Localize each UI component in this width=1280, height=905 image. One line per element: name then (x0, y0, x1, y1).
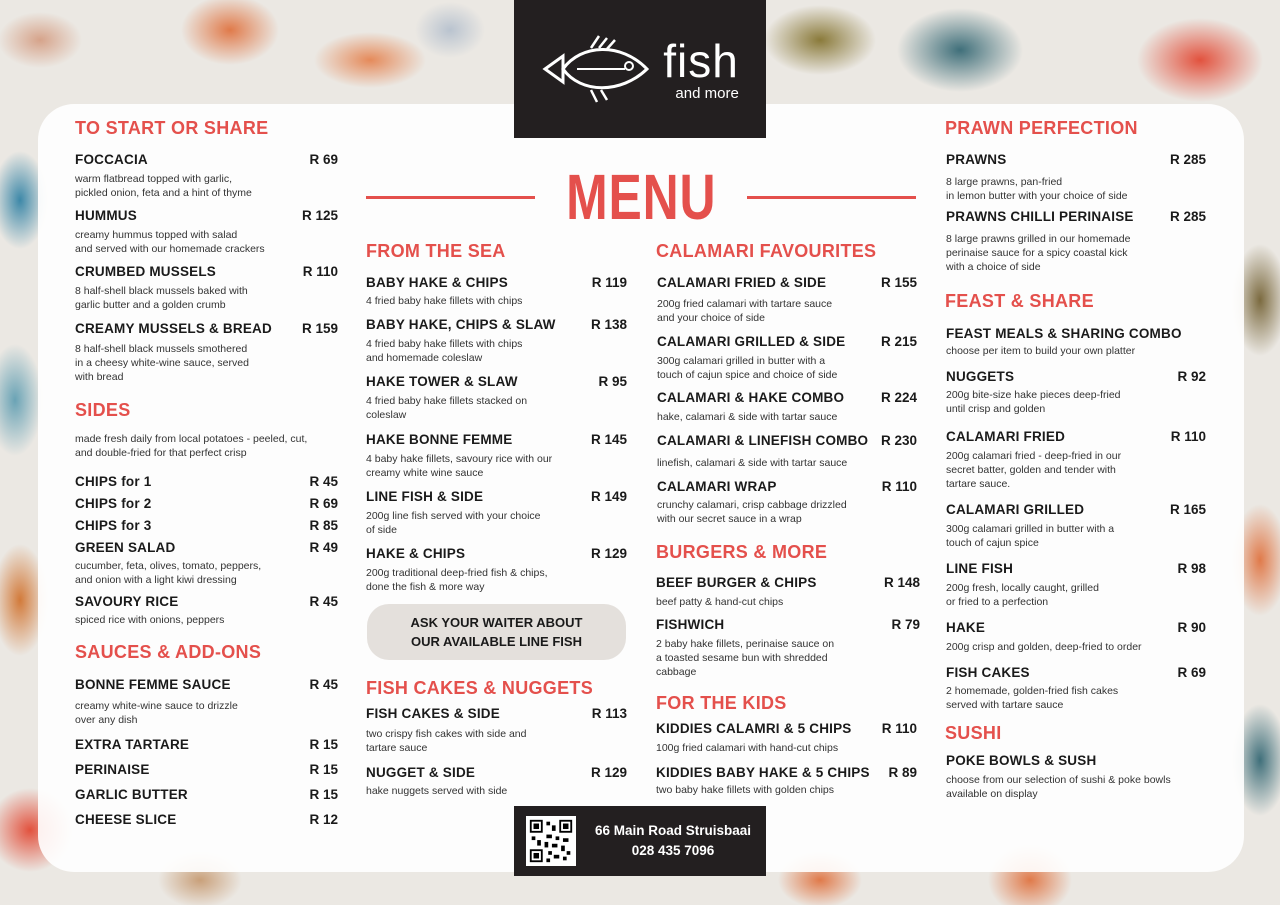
line-fish-notice: ASK YOUR WAITER ABOUT OUR AVAILABLE LINE FISH (367, 604, 626, 660)
item-description: creamy hummus topped with salad and served with our homemade crackers (75, 229, 265, 255)
item-price: R 12 (309, 812, 338, 827)
item-name: PERINAISE (75, 762, 150, 777)
item-price: R 224 (880, 390, 917, 405)
item-price: R 85 (309, 518, 338, 533)
item-description: 300g calamari grilled in butter with a touch of cajun spice (946, 523, 1115, 549)
item-price: R 45 (309, 474, 338, 489)
item-price: R 79 (891, 617, 920, 632)
item-name: CRUMBED MUSSELS (75, 264, 217, 279)
item-price: R 110 (302, 264, 338, 279)
item-description: cucumber, feta, olives, tomato, peppers, and onion with a light kiwi dressing (75, 560, 262, 586)
item-name: BABY HAKE, CHIPS & SLAW (366, 317, 556, 332)
item-description: 200g line fish served with your choice of side (366, 510, 541, 536)
item-price: R 69 (309, 496, 338, 511)
item-description: two baby hake fillets with golden chips (656, 784, 835, 796)
item-description: spiced rice with onions, peppers (75, 614, 225, 626)
item-description: choose from our selection of sushi & poke bowls available on display (946, 774, 1171, 800)
fish-logo-icon (541, 34, 653, 104)
item-name: EXTRA TARTARE (75, 737, 190, 752)
item-name: FISH CAKES (946, 665, 1030, 680)
item-description: 4 fried baby hake fillets stacked on coleslaw (366, 395, 528, 421)
item-name: NUGGET & SIDE (366, 765, 476, 780)
item-price: R 285 (1169, 209, 1206, 224)
item-price: R 98 (1177, 561, 1206, 576)
address-text: 66 Main Road Struisbaai (594, 823, 752, 838)
heading-rule-left (366, 196, 535, 199)
item-price: R 113 (591, 706, 627, 721)
item-description: warm flatbread topped with garlic, pickled onion, feta and a hint of thyme (75, 173, 252, 199)
item-name: CALAMARI & LINEFISH COMBO (657, 433, 869, 448)
item-name: BEEF BURGER & CHIPS (656, 575, 817, 590)
menu-heading (366, 162, 916, 232)
item-name: FISHWICH (656, 617, 725, 632)
item-price: R 129 (590, 765, 627, 780)
item-price: R 215 (880, 334, 917, 349)
item-name: HAKE TOWER & SLAW (366, 374, 518, 389)
item-price: R 119 (591, 275, 627, 290)
qr-code-icon[interactable] (526, 816, 576, 866)
item-description: 200g traditional deep-fried fish & chips, done the fish & more way (366, 567, 548, 593)
item-price: R 15 (309, 737, 338, 752)
item-name: HUMMUS (75, 208, 137, 223)
item-description: hake, calamari & side with tartar sauce (657, 411, 838, 423)
item-price: R 110 (881, 479, 917, 494)
item-price: R 15 (309, 787, 338, 802)
item-name: CREAMY MUSSELS & BREAD (75, 321, 272, 336)
item-price: R 125 (301, 208, 338, 223)
item-description: hake nuggets served with side (366, 785, 508, 797)
item-name: CALAMARI GRILLED (946, 502, 1085, 517)
section-title-start: TO START OR SHARE (75, 118, 269, 138)
item-name: CALAMARI FRIED & SIDE (657, 275, 827, 290)
menu-title: MENU (565, 161, 717, 233)
item-name: LINE FISH (946, 561, 1014, 576)
item-price: R 138 (590, 317, 627, 332)
item-description: two crispy fish cakes with side and tartare sauce (366, 728, 527, 754)
section-title-sushi: SUSHI (945, 723, 1002, 743)
item-price: R 165 (1169, 502, 1206, 517)
item-name: HAKE BONNE FEMME (366, 432, 513, 447)
item-description: 2 homemade, golden-fried fish cakes served with tartare sauce (946, 685, 1119, 711)
item-description: 200g bite-size hake pieces deep-fried until crisp and golden (946, 389, 1121, 415)
item-description: linefish, calamari & side with tartar sauce (657, 457, 848, 469)
section-title-calamari: CALAMARI FAVOURITES (656, 241, 877, 261)
section-title-sea: FROM THE SEA (366, 241, 506, 261)
item-price: R 155 (880, 275, 917, 290)
item-name: SAVOURY RICE (75, 594, 179, 609)
section-title-burgers: BURGERS & MORE (656, 542, 828, 562)
item-name: FEAST MEALS & SHARING COMBO (946, 326, 1182, 341)
item-description: 8 half-shell black mussels smothered in a cheesy white-wine sauce, served with bread (75, 343, 249, 383)
item-name: CALAMARI GRILLED & SIDE (657, 334, 846, 349)
contact-footer (514, 806, 766, 876)
item-description: beef patty & hand-cut chips (656, 596, 784, 608)
item-name: BABY HAKE & CHIPS (366, 275, 508, 290)
item-name: NUGGETS (946, 369, 1015, 384)
item-description: 4 fried baby hake fillets with chips (366, 295, 523, 307)
section-title-prawn: PRAWN PERFECTION (945, 118, 1138, 138)
item-price: R 92 (1177, 369, 1206, 384)
item-description: 4 baby hake fillets, savoury rice with our creamy white wine sauce (366, 453, 553, 479)
item-name: GARLIC BUTTER (75, 787, 188, 802)
item-description: 200g calamari fried - deep-fried in our secret batter, golden and tender with tartare sauce. (946, 450, 1122, 490)
item-description: creamy white-wine sauce to drizzle over any dish (75, 700, 238, 726)
item-name: FISH CAKES & SIDE (366, 706, 500, 721)
item-name: HAKE (946, 620, 986, 635)
item-description: 4 fried baby hake fillets with chips and homemade coleslaw (366, 338, 523, 364)
item-price: R 149 (590, 489, 627, 504)
item-name: KIDDIES CALAMRI & 5 CHIPS (656, 721, 852, 736)
heading-rule-right (747, 196, 916, 199)
item-price: R 285 (1169, 152, 1206, 167)
brand-logo (514, 0, 766, 138)
item-price: R 69 (309, 152, 338, 167)
item-price: R 49 (309, 540, 338, 555)
item-name: FOCCACIA (75, 152, 148, 167)
item-price: R 89 (888, 765, 917, 780)
item-price: R 95 (598, 374, 627, 389)
item-description: 8 large prawns grilled in our homemade perinaise sauce for a spicy coastal kick with a choice of side (946, 233, 1131, 273)
item-price: R 148 (883, 575, 920, 590)
section-title-cakes: FISH CAKES & NUGGETS (366, 678, 594, 698)
item-name: CALAMARI FRIED (946, 429, 1066, 444)
item-price: R 110 (881, 721, 917, 736)
item-price: R 15 (309, 762, 338, 777)
item-description: 2 baby hake fillets, perinaise sauce on a toasted sesame bun with shredded cabbage (656, 638, 835, 678)
item-name: GREEN SALAD (75, 540, 176, 555)
item-price: R 90 (1177, 620, 1206, 635)
item-description: choose per item to build your own platter (946, 345, 1136, 357)
item-price: R 69 (1177, 665, 1206, 680)
item-name: CALAMARI & HAKE COMBO (657, 390, 845, 405)
section-title-feast: FEAST & SHARE (945, 291, 1094, 311)
item-description: 200g crisp and golden, deep-fried to order (946, 641, 1142, 653)
item-price: R 45 (309, 677, 338, 692)
item-name: PRAWNS (946, 152, 1007, 167)
item-name: CHIPS for 1 (75, 474, 152, 489)
item-price: R 45 (309, 594, 338, 609)
item-description: 100g fried calamari with hand-cut chips (656, 742, 839, 754)
item-name: HAKE & CHIPS (366, 546, 466, 561)
item-price: R 230 (880, 433, 917, 448)
item-description: 200g fried calamari with tartare sauce and your choice of side (657, 298, 833, 324)
item-price: R 159 (301, 321, 338, 336)
item-description: 8 large prawns, pan-fried in lemon butter with your choice of side (946, 176, 1128, 202)
item-name: KIDDIES BABY HAKE & 5 CHIPS (656, 765, 870, 780)
brand-subtitle: and more (675, 84, 739, 102)
item-name: CHEESE SLICE (75, 812, 177, 827)
item-description: 200g fresh, locally caught, grilled or fried to a perfection (946, 582, 1099, 608)
item-name: POKE BOWLS & SUSH (946, 753, 1097, 768)
phone-number: 028 435 7096 (631, 843, 715, 858)
brand-name: fish (663, 34, 739, 87)
item-description: 8 half-shell black mussels baked with garlic butter and a golden crumb (75, 285, 248, 311)
item-description: 300g calamari grilled in butter with a touch of cajun spice and choice of side (657, 355, 838, 381)
item-price: R 110 (1170, 429, 1206, 444)
item-name: LINE FISH & SIDE (366, 489, 484, 504)
item-name: CHIPS for 2 (75, 496, 152, 511)
item-name: BONNE FEMME SAUCE (75, 677, 231, 692)
sides-note: made fresh daily from local potatoes - peeled, cut, and double-fried for that perfect crisp (75, 433, 308, 459)
section-title-kids: FOR THE KIDS (656, 693, 787, 713)
item-name: CHIPS for 3 (75, 518, 152, 533)
item-name: CALAMARI WRAP (657, 479, 777, 494)
item-name: PRAWNS CHILLI PERINAISE (946, 209, 1134, 224)
item-price: R 129 (590, 546, 627, 561)
item-description: crunchy calamari, crisp cabbage drizzled with our secret sauce in a wrap (657, 499, 847, 525)
section-title-sauces: SAUCES & ADD-ONS (75, 642, 262, 662)
section-title-sides: SIDES (75, 400, 131, 420)
item-price: R 145 (590, 432, 627, 447)
